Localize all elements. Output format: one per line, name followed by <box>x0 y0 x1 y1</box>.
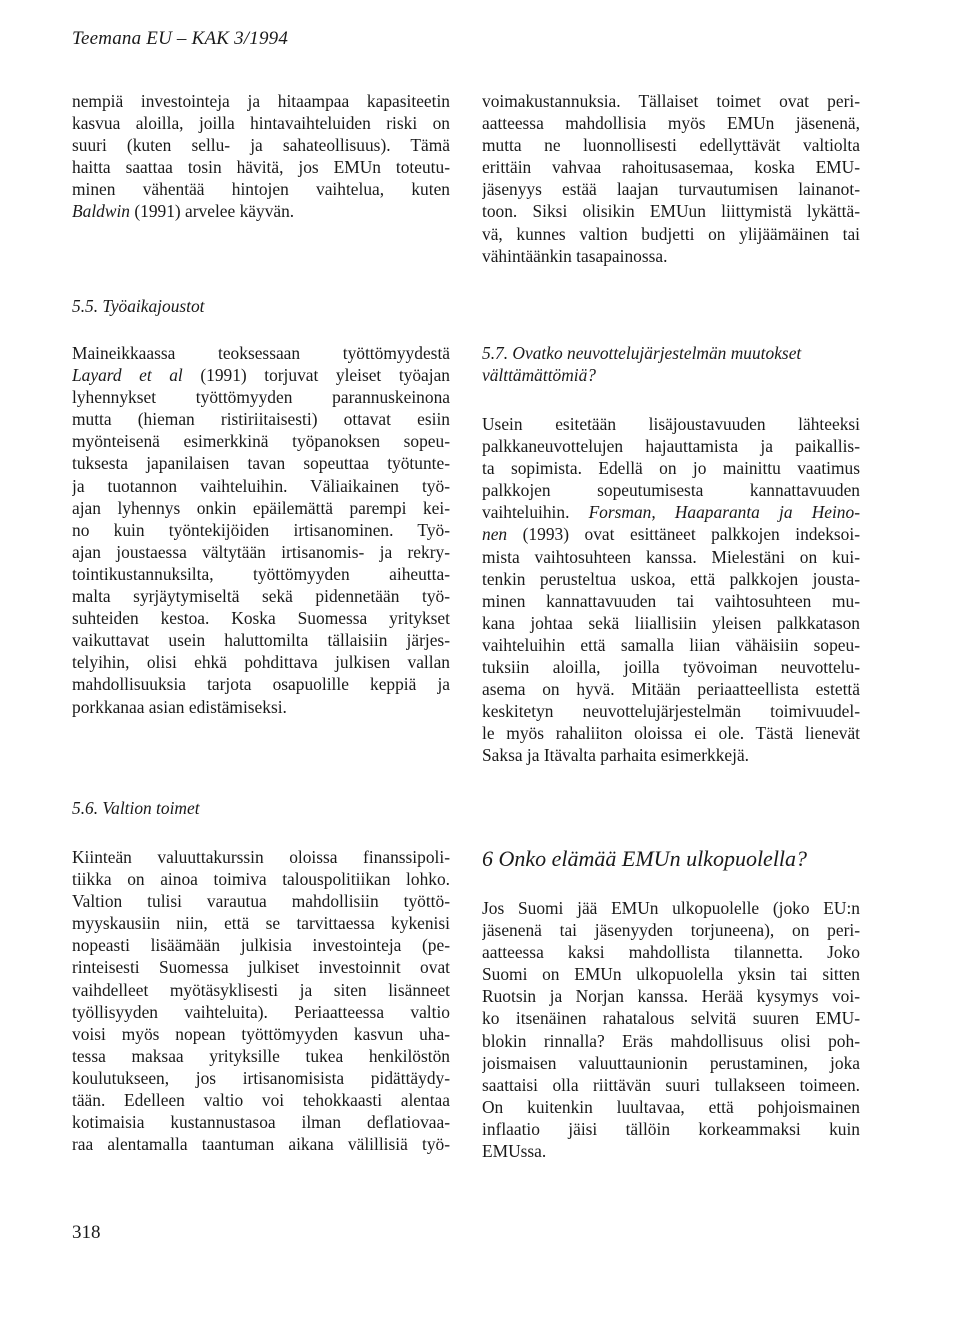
text-fragment: (1991) torjuvat yleiset työajan <box>182 365 450 386</box>
text-line: lyhennykset työttömyyden parannuskeinona <box>72 387 450 408</box>
text-line: mutta (hieman ristiriitaisesti) ottavat esiin <box>72 409 450 430</box>
text-line: ajan joustaessa vältytään irtisanomis- ja rekry- <box>72 541 450 562</box>
text-line: Valtion tulisi varautua mahdollisiin työttö- <box>72 891 450 912</box>
text-line <box>72 200 450 222</box>
text-fragment: vaihteluihin. <box>482 502 589 523</box>
heading-line: 5.7. Ovatko neuvottelujärjestelmän muutokset <box>482 343 802 363</box>
paragraph-state-measures <box>72 846 450 1155</box>
text-line <box>482 523 860 545</box>
text-line: saattaisi olla riittävän suuri tullakseen toimeen. <box>482 1074 860 1095</box>
text-line: minen kannattavuuden tai vaihtosuhteen mu- <box>482 590 860 611</box>
text-line: voimakustannuksia. Tällaiset toimet ovat peri- <box>482 91 860 111</box>
text-line: tiikka on ainoa toimiva talouspolitiikan lohko. <box>72 869 450 890</box>
text-fragment: (1991) arvelee käyvän. <box>129 201 295 222</box>
text-line: tenkin perusteltua uskoa, että palkkojen jousta- <box>482 568 860 589</box>
text-line: aatteessa mahdollisia myös EMUn jäsenenä, <box>482 113 860 134</box>
citation-layard: Layard et al <box>72 365 183 386</box>
text-line: Saksa ja Itävalta parhaita esimerkkejä. <box>482 745 750 766</box>
text-line: keskitetyn neuvottelujärjestelmän toimivuudel- <box>482 701 860 722</box>
text-line: voisi myös nopean työttömyyden kasvun uha- <box>72 1023 450 1044</box>
text-line: mutta ne luonnollisesti edellyttävät valtiolta <box>482 135 860 156</box>
text-line: On kuitenkin luultavaa, että pohjoismainen <box>482 1096 860 1117</box>
text-line: malta syrjäytymiseltä sekä pidennetään työ- <box>72 586 450 607</box>
text-line: mista vaihtosuhteen kanssa. Mielestäni on kui- <box>482 546 860 567</box>
text-line: myönteisenä esimerkkinä työpanoksen sopeu- <box>72 431 450 452</box>
text-line: nempiä investointeja ja hitaampaa kapasiteetin <box>72 91 450 111</box>
text-line <box>72 364 450 386</box>
text-line: toon. Siksi olisikin EMUun liittymistä lykättä- <box>482 201 860 222</box>
text-line: rinteisesti Suomessa julkiset investoinnit ovat <box>72 957 450 978</box>
text-line: porkkanaa asian edistämiseksi. <box>72 696 287 717</box>
text-line: inflaatio jäisi tällöin korkeammaksi kuin <box>482 1118 860 1139</box>
citation-baldwin: Baldwin <box>72 201 130 222</box>
text-line <box>482 501 860 523</box>
text-line: palkkojen sopeutumisesta kannattavuuden <box>482 480 860 501</box>
citation-forsman-cont: nen <box>482 524 508 545</box>
text-line: jäsenenä tai jäsenyyden torjuneena), on peri- <box>482 920 860 941</box>
section-heading-5-5: 5.5. Työaikajoustot <box>72 296 205 316</box>
text-line: tointikustannuksilta, työttömyyden aiheutta- <box>72 563 450 584</box>
citation-forsman: Forsman, Haaparanta ja Heino- <box>588 502 860 523</box>
text-line: palkkaneuvottelujen hajauttamista ja paikallis- <box>482 436 860 457</box>
text-line: Maineikkaassa teoksessaan työttömyydestä <box>72 343 450 363</box>
text-line: asema on hyvä. Mitään periaatteellista estettä <box>482 679 860 700</box>
section-heading-5-6: 5.6. Valtion toimet <box>72 798 200 818</box>
text-line: kotimaisia kustannustasoa ilman deflatiovaa- <box>72 1112 450 1133</box>
text-line: ajan lyhennys onkin epäilemättä parempi kei- <box>72 497 450 518</box>
text-line: tuksiin aloilla, joilla työvoiman neuvottelu- <box>482 657 860 678</box>
text-line: ta sopimista. Edellä on jo mainittu vaatimus <box>482 458 860 479</box>
text-line: ja tuotannon vaihteluihin. Väliaikainen työ- <box>72 475 450 496</box>
text-line: telyihin, olisi ehkä pohdittava julkisen vallan <box>72 652 450 673</box>
text-line: aatteessa kaksi mahdollista tilannetta. Joko <box>482 942 860 963</box>
paragraph-negotiation <box>482 413 860 767</box>
text-line: vaihdelleet myötäsyklisesti ja siten lisänneet <box>72 979 450 1000</box>
paragraph-investment <box>72 90 450 223</box>
text-line: blokin rinnalla? Eräs mahdollisuus olisi poh- <box>482 1030 860 1051</box>
text-line: Kiinteän valuuttakurssin oloissa finanssipoli- <box>72 847 450 867</box>
text-line: vaihteluihin että samalla liian vähäisiin sopeu- <box>482 634 860 655</box>
text-line: työllisyyden vaihteluita). Periaatteessa valtio <box>72 1001 450 1022</box>
text-line: suhteiden kestoa. Koska Suomessa yritykset <box>72 608 450 629</box>
page-number: 318 <box>72 1222 101 1243</box>
section-heading-5-7 <box>482 342 860 386</box>
text-line: Usein esitetään lisäjoustavuuden lähteeksi <box>482 414 860 434</box>
text-line: vähintäänkin tasapainossa. <box>482 245 668 266</box>
paragraph-labour-costs <box>482 90 860 267</box>
text-line: joismaisen valuuttaunionin perustaminen, joka <box>482 1052 860 1073</box>
text-line: tään. Edelleen valtio voi tehokkaasti alentaa <box>72 1090 450 1111</box>
text-line: suuri (kuten sellu- ja sahateollisuus). Tämä <box>72 135 450 156</box>
text-line: raa alentamalla taantuman aikana välillisiä työ- <box>72 1134 450 1155</box>
text-line: nopeasti lisäämään julkisia investointeja (pe- <box>72 935 450 956</box>
heading-line: välttämättömiä? <box>482 365 596 386</box>
text-line: koulutukseen, jos irtisanomisista pidättäydy- <box>72 1067 450 1088</box>
paragraph-working-time <box>72 342 450 718</box>
text-line: myyskausiin niin, että se tarvittaessa kykenisi <box>72 913 450 934</box>
section-heading-6: 6 Onko elämää EMUn ulkopuolella? <box>482 846 808 871</box>
text-line: jäsenyys estää laajan turvautumisen lainanot- <box>482 179 860 200</box>
text-line: vaikuttavat usein haluttomilta tällaisiin järjes- <box>72 630 450 651</box>
text-line: kasvua aloilla, joilla hintavaihteluiden riski on <box>72 113 450 134</box>
text-line: ko itsenäinen rahatalous selvitä suuren EMU- <box>482 1008 860 1029</box>
text-line: Suomi on EMUn ulkopuolella yksin tai sitten <box>482 964 860 985</box>
text-fragment: (1993) ovat esittäneet palkkojen indeksoi- <box>507 524 860 545</box>
text-line: Ruotsin ja Norjan kanssa. Herää kysymys voi- <box>482 986 860 1007</box>
running-head: Teemana EU – KAK 3/1994 <box>72 28 289 49</box>
text-line: minen vähentää hintojen vaihtelua, kuten <box>72 179 450 200</box>
text-line: haitta saattaa tosin hävitä, jos EMUn toteutu- <box>72 157 450 178</box>
text-line: tuksesta japanilaisen tavan sopeuttaa työtunte- <box>72 453 450 474</box>
text-line: EMUssa. <box>482 1141 547 1162</box>
paragraph-outside-emu <box>482 897 860 1162</box>
text-line: le myös rahaliiton oloissa ei ole. Tästä lienevät <box>482 723 860 744</box>
text-line: tessa maksaa yrityksille tukea henkilöstön <box>72 1045 450 1066</box>
text-line: kana johtaa sekä liiallisiin yleisen palkkatason <box>482 612 860 633</box>
text-line: erittäin vahvaa rahoitusasemaa, koska EMU- <box>482 157 860 178</box>
text-line: mahdollisuuksia tarjota osapuolille keppiä ja <box>72 674 450 695</box>
text-line: Jos Suomi jää EMUn ulkopuolelle (joko EU:n <box>482 898 860 918</box>
text-line: no kuin työntekijöiden irtisanominen. Työ- <box>72 519 450 540</box>
text-line: vä, kunnes valtion budjetti on ylijäämäinen tai <box>482 223 860 244</box>
